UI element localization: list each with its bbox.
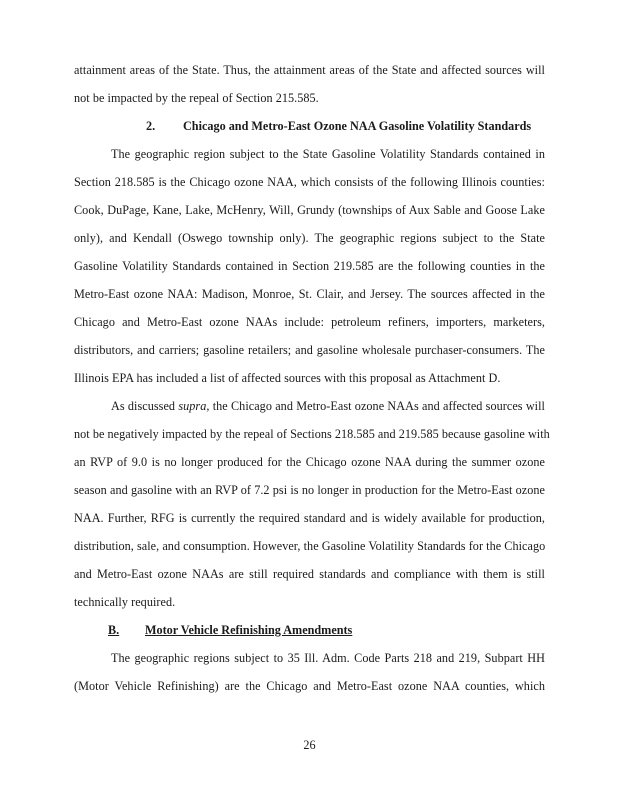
text-line: attainment areas of the State. Thus, the attainment areas of the State and affected sources will (74, 63, 545, 77)
text-line: The geographic regions subject to 35 Ill. Adm. Code Parts 218 and 219, Subpart HH (111, 651, 545, 665)
text-line: Cook, DuPage, Kane, Lake, McHenry, Will, Grundy (townships of Aux Sable and Goose Lake (74, 203, 545, 217)
text-line: The geographic region subject to the State Gasoline Volatility Standards contained in (111, 147, 545, 161)
text-line: not be negatively impacted by the repeal of Sections 218.585 and 219.585 because gasoline with (74, 427, 550, 441)
text-line: Gasoline Volatility Standards contained in Section 219.585 are the following counties in the (74, 259, 545, 273)
text-line: Illinois EPA has included a list of affected sources with this proposal as Attachment D. (74, 371, 501, 385)
text-line: Chicago and Metro-East ozone NAAs include: petroleum refiners, importers, marketers, (74, 315, 545, 329)
page-number: 26 (303, 738, 316, 752)
text-run: As discussed (111, 399, 179, 413)
section-heading: Motor Vehicle Refinishing Amendments (145, 623, 353, 637)
italic-term: supra, (178, 399, 210, 413)
text-line: distribution, sale, and consumption. However, the Gasoline Volatility Standards for the Chicago (74, 539, 546, 553)
text-line: distributors, and carriers; gasoline retailers; and gasoline wholesale purchaser-consumers. The (74, 343, 545, 357)
text-line: and Metro-East ozone NAAs are still required standards and compliance with them is still (74, 567, 545, 581)
text-line (111, 398, 545, 414)
text-line: not be impacted by the repeal of Section 215.585. (74, 91, 319, 105)
text-run: the Chicago and Metro-East ozone NAAs and affected sources will (209, 399, 545, 413)
text-line: technically required. (74, 595, 176, 609)
text-line: season and gasoline with an RVP of 7.2 psi is no longer in production for the Metro-East ozone (74, 483, 545, 497)
section-heading: Chicago and Metro-East Ozone NAA Gasoline Volatility Standards (183, 119, 532, 133)
text-line: (Motor Vehicle Refinishing) are the Chicago and Metro-East ozone NAA counties, which (74, 679, 545, 693)
text-line: Metro-East ozone NAA: Madison, Monroe, St. Clair, and Jersey. The sources affected in the (74, 287, 545, 301)
section-letter: B. (108, 623, 120, 637)
text-line: NAA. Further, RFG is currently the required standard and is widely available for production, (74, 511, 545, 525)
text-line: an RVP of 9.0 is no longer produced for the Chicago ozone NAA during the summer ozone (74, 455, 545, 469)
section-number: 2. (146, 119, 156, 133)
text-line: Section 218.585 is the Chicago ozone NAA, which consists of the following Illinois counties: (74, 175, 545, 189)
text-line: only), and Kendall (Oswego township only). The geographic regions subject to the State (74, 231, 545, 245)
